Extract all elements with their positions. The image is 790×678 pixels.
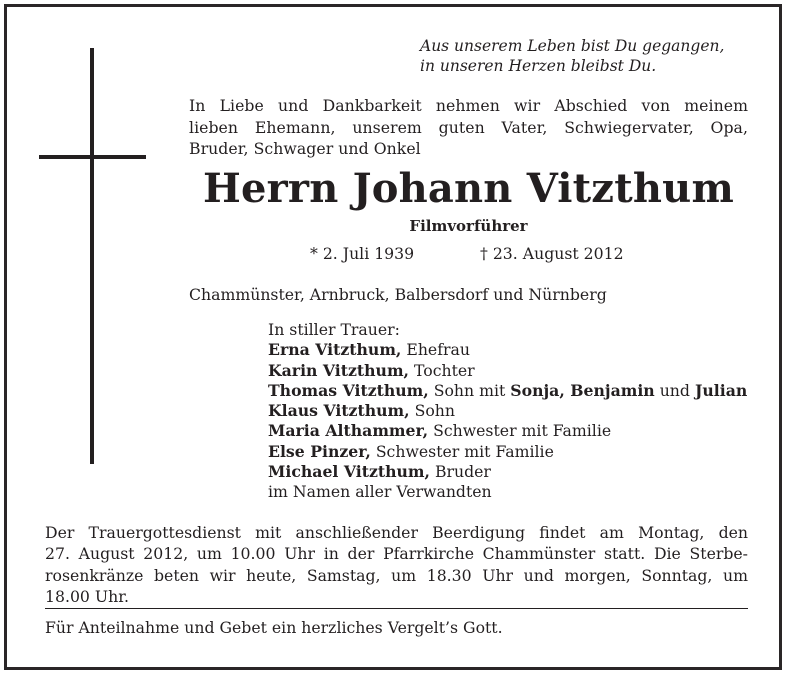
- mourner-name: Klaus Vitzthum,: [268, 401, 410, 421]
- mourner-name: Else Pinzer,: [268, 441, 371, 461]
- mourner-row: [268, 462, 747, 482]
- service-line: Der Trauergottesdienst mit anschließender Beerdigung findet am Montag, den: [45, 523, 748, 542]
- divider: [45, 608, 748, 609]
- mourner-relation: Schwester mit Familie: [428, 421, 612, 441]
- mourner-row: [268, 442, 747, 462]
- mourner-relation: und: [654, 380, 695, 400]
- mourner-relation: Tochter: [409, 360, 475, 380]
- mourners-heading: In stiller Trauer:: [268, 320, 400, 339]
- mourner-row: [268, 421, 747, 441]
- motto-line: in unseren Herzen bleibst Du.: [420, 57, 657, 75]
- intro-line: In Liebe und Dankbarkeit nehmen wir Abschied von meinem: [189, 96, 748, 115]
- death-date: † 23. August 2012: [480, 244, 624, 263]
- deceased-profession: Filmvorführer: [409, 217, 528, 235]
- cross-icon-horizontal-bar: [39, 155, 146, 159]
- birth-date: * 2. Juli 1939: [310, 244, 415, 263]
- mourner-row: [268, 361, 747, 381]
- motto-line: Aus unserem Leben bist Du gegangen,: [420, 37, 725, 55]
- service-line: 18.00 Uhr.: [45, 586, 129, 606]
- mourners-list: [268, 320, 747, 503]
- mourner-relation: Schwester mit Familie: [370, 441, 554, 461]
- service-announcement: [45, 522, 748, 607]
- mourners-closing: im Namen aller Verwandten: [268, 482, 492, 502]
- intro-line: Bruder, Schwager und Onkel: [189, 139, 421, 158]
- deceased-name: Herrn Johann Vitzthum: [203, 165, 734, 212]
- mourner-relation: Sohn mit: [428, 380, 511, 400]
- mourner-row: [268, 401, 747, 421]
- intro-text: [189, 95, 748, 160]
- service-line: rosenkränze beten wir heute, Samstag, um 18.30 Uhr und morgen, Sonntag, um: [45, 565, 748, 585]
- mourner-row: [268, 340, 747, 360]
- mourner-name: Sonja, Benjamin: [510, 380, 655, 400]
- thanks-text: Für Anteilnahme und Gebet ein herzliches Vergelt’s Gott.: [45, 618, 503, 637]
- service-line: 27. August 2012, um 10.00 Uhr in der Pfarrkirche Chammünster statt. Die Sterbe-: [45, 544, 748, 564]
- mourner-row: [268, 381, 747, 401]
- cross-icon-vertical-bar: [90, 48, 94, 464]
- places: Chammünster, Arnbruck, Balbersdorf und Nürnberg: [189, 285, 607, 304]
- mourner-relation: Ehefrau: [401, 340, 470, 360]
- mourner-name: Julian: [694, 380, 748, 400]
- intro-line: lieben Ehemann, unserem guten Vater, Schwiegervater, Opa,: [189, 117, 748, 137]
- mourner-relation: Bruder: [429, 462, 491, 482]
- mourner-name: Erna Vitzthum,: [268, 340, 402, 360]
- mourner-name: Michael Vitzthum,: [268, 462, 430, 482]
- mourner-name: Thomas Vitzthum,: [268, 380, 429, 400]
- mourner-name: Karin Vitzthum,: [268, 360, 410, 380]
- motto: [420, 36, 750, 76]
- mourner-name: Maria Althammer,: [268, 421, 429, 441]
- mourner-relation: Sohn: [409, 401, 455, 421]
